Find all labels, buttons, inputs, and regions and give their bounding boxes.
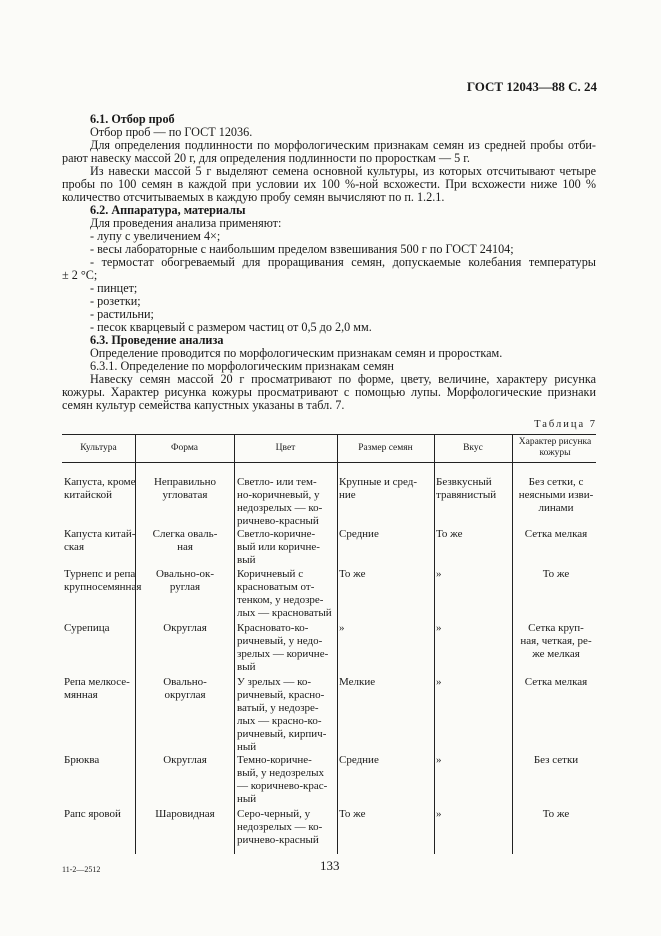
cell-line: неясными изви- — [518, 489, 594, 501]
table-cell-culture — [64, 676, 134, 702]
table-cell-size — [339, 754, 433, 767]
table-cell-culture — [64, 754, 134, 767]
footer-code: 11-2—2512 — [62, 865, 101, 874]
cell-line: То же — [542, 808, 570, 820]
cell-line: Неправильно — [153, 476, 217, 488]
section-6-3-para-l1: Навеску семян массой 20 г просматривают по форме, цвету, величине, характеру рисунка — [90, 372, 596, 386]
cell-line: ричневый, красно- — [237, 689, 325, 701]
cell-line: недозрелых — ко- — [237, 502, 323, 514]
section-6-1-para3-l2: пробы по 100 семян в каждой при условии их 100 %-ной всхожести. При всхожести ниже 100 % — [62, 177, 596, 191]
column-header-culture: Культура — [80, 443, 117, 453]
cell-line: Сетка мелкая — [524, 676, 588, 688]
section-6-1-para2-l2: рают навеску массой 20 г, для определения подлинности по проросткам — 5 г. — [62, 151, 470, 165]
cell-line: — коричнево-крас- — [237, 780, 328, 792]
table-cell-size — [339, 568, 433, 581]
table-cell-color — [237, 676, 335, 754]
cell-line: Брюква — [64, 754, 100, 766]
cell-line: ная — [177, 541, 193, 553]
cell-line: Серо-черный, у — [237, 808, 311, 820]
table-cell-form — [137, 808, 233, 821]
cell-line: ние — [339, 489, 356, 501]
cell-line: То же — [436, 528, 463, 540]
page-number: 133 — [320, 858, 340, 873]
section-6-2-title: 6.2. Аппаратура, материалы — [90, 203, 246, 217]
cell-line: » — [436, 568, 442, 580]
table-cell-pattern — [515, 568, 597, 581]
list-item: - термостат обогреваемый для проращивания семян, допускаемые колебания температуры — [90, 255, 596, 269]
cell-line: » — [436, 676, 442, 688]
table-cell-pattern — [515, 754, 597, 767]
cell-line: красноватым от- — [237, 581, 315, 593]
section-6-3-line1: Определение проводится по морфологическим признакам семян и проросткам. — [90, 346, 503, 360]
cell-line: лых — красно-ко- — [237, 715, 322, 727]
table-cell-pattern — [515, 808, 597, 821]
cell-line: руглая — [169, 581, 201, 593]
cell-line: Сурепица — [64, 622, 110, 634]
table-cell-size — [339, 528, 433, 541]
page-header: ГОСТ 12043—88 С. 24 — [466, 79, 597, 94]
cell-line: мянная — [64, 689, 98, 701]
cell-line: ватый, у недозре- — [237, 702, 319, 714]
table-cell-form — [137, 676, 233, 702]
cell-line: Шаровидная — [155, 808, 215, 820]
cell-line: линами — [538, 502, 574, 514]
section-6-1-para3-l1: Из навески массой 5 г выделяют семена основной культуры, из которых отсчитывают четыре — [90, 164, 596, 178]
cell-line: Репа мелкосе- — [64, 676, 130, 688]
cell-line: Слегка оваль- — [152, 528, 218, 540]
cell-line: Средние — [339, 528, 379, 540]
cell-line: китайской — [64, 489, 112, 501]
cell-line: Красновато-ко- — [237, 622, 309, 634]
table-cell-taste — [436, 476, 511, 502]
table-cell-color — [237, 754, 335, 806]
cell-line: вый — [237, 554, 256, 566]
cell-line: Турнепс и репа — [64, 568, 136, 580]
table-top-rule — [62, 434, 596, 435]
table-cell-size — [339, 622, 433, 635]
cell-line: ричнево-красный — [237, 515, 319, 527]
cell-line: Средние — [339, 754, 379, 766]
list-item: - лупу с увеличением 4×; — [90, 229, 221, 243]
list-item: - растильни; — [90, 307, 154, 321]
table-header-rule — [62, 462, 596, 463]
table-cell-culture — [64, 476, 134, 502]
section-6-1-title: 6.1. Отбор проб — [90, 112, 175, 126]
column-header-form: Форма — [170, 443, 199, 453]
cell-line: Рапс яровой — [64, 808, 121, 820]
column-header-color: Цвет — [275, 443, 296, 453]
table-cell-taste — [436, 568, 511, 581]
cell-line: Коричневый с — [237, 568, 304, 580]
cell-line: Темно-коричне- — [237, 754, 312, 766]
table-cell-form — [137, 754, 233, 767]
table-cell-pattern — [515, 476, 597, 515]
cell-line: но-коричневый, у — [237, 489, 320, 501]
table-cell-form — [137, 622, 233, 635]
cell-line: » — [436, 622, 442, 634]
list-item: - пинцет; — [90, 281, 138, 295]
table-cell-taste — [436, 754, 511, 767]
column-header-pattern: Характер рисунка кожуры — [518, 437, 592, 458]
table-cell-culture — [64, 808, 134, 821]
cell-line: недозрелых — ко- — [237, 821, 323, 833]
cell-line: вый или коричне- — [237, 541, 320, 553]
cell-line: вый — [237, 661, 256, 673]
cell-line: То же — [542, 568, 570, 580]
column-divider — [434, 434, 435, 854]
cell-line: ская — [64, 541, 85, 553]
cell-line: ный — [237, 741, 257, 753]
section-6-3-para-l3: семян культур семейства капустных указаны в табл. 7. — [62, 398, 345, 412]
table-cell-culture — [64, 528, 134, 554]
table-cell-taste — [436, 676, 511, 689]
table-cell-size — [339, 676, 433, 689]
cell-line: » — [436, 808, 442, 820]
cell-line: травянистый — [436, 489, 497, 501]
cell-line: Мелкие — [339, 676, 376, 688]
cell-line: То же — [339, 808, 366, 820]
cell-line: Сетка мелкая — [524, 528, 588, 540]
cell-line: Крупные и сред- — [339, 476, 418, 488]
section-6-3-line2: 6.3.1. Определение по морфологическим признакам семян — [90, 359, 394, 373]
cell-line: ная, четкая, ре- — [520, 635, 592, 647]
cell-line: » — [339, 622, 345, 634]
cell-line: тенком, у недозре- — [237, 594, 324, 606]
list-item: - розетки; — [90, 294, 141, 308]
table-cell-culture — [64, 568, 142, 594]
cell-line: Светло- или тем- — [237, 476, 317, 488]
cell-line: Капуста китай- — [64, 528, 136, 540]
cell-line: Овально- — [163, 676, 207, 688]
cell-line: же мелкая — [532, 648, 580, 660]
table-cell-color — [237, 528, 335, 567]
table-cell-form — [137, 476, 233, 502]
table-cell-pattern — [515, 676, 597, 689]
list-item: - весы лабораторные с наибольшим пределом взвешивания 500 г по ГОСТ 24104; — [90, 242, 514, 256]
section-6-1-line: Отбор проб — по ГОСТ 12036. — [90, 125, 253, 139]
cell-line: У зрелых — ко- — [237, 676, 312, 688]
cell-line: округлая — [164, 689, 206, 701]
list-item-continued: ± 2 °С; — [62, 268, 98, 282]
section-6-3-para-l2: кожуры. Характер рисунка кожуры просматривают с помощью лупы. Морфологические признаки — [62, 385, 596, 399]
table-cell-color — [237, 622, 335, 674]
column-divider — [512, 434, 513, 854]
table-caption: Таблица 7 — [534, 419, 597, 430]
table-cell-pattern — [515, 528, 597, 541]
table-cell-pattern — [515, 622, 597, 661]
table-cell-color — [237, 476, 335, 528]
cell-line: То же — [339, 568, 366, 580]
column-divider — [337, 434, 338, 854]
cell-line: Капуста, кроме — [64, 476, 136, 488]
cell-line: Светло-коричне- — [237, 528, 316, 540]
column-divider — [234, 434, 235, 854]
cell-line: крупносемянная — [64, 581, 142, 593]
cell-line: Без сетки — [533, 754, 579, 766]
table-cell-taste — [436, 528, 511, 541]
list-item: - песок кварцевый с размером частиц от 0,5 до 2,0 мм. — [90, 320, 372, 334]
cell-line: вый, у недозрелых — [237, 767, 325, 779]
cell-line: Округлая — [163, 622, 207, 634]
cell-line: Без сетки, с — [528, 476, 584, 488]
cell-line: ричнево-красный — [237, 834, 319, 846]
table-cell-culture — [64, 622, 134, 635]
table-cell-taste — [436, 808, 511, 821]
section-6-2-intro: Для проведения анализа применяют: — [90, 216, 282, 230]
cell-line: угловатая — [162, 489, 208, 501]
cell-line: ный — [237, 793, 257, 805]
cell-line: Сетка круп- — [528, 622, 584, 634]
table-cell-color — [237, 568, 335, 620]
section-6-1-para3-l3: количество отсчитываемых в каждую пробу семян вычисляют по п. 1.2.1. — [62, 190, 445, 204]
cell-line: лых — красноватый — [237, 607, 332, 619]
column-header-taste: Вкус — [463, 443, 483, 453]
section-6-1-para2-l1: Для определения подлинности по морфологическим признакам семян из средней пробы отби- — [90, 138, 596, 152]
table-cell-size — [339, 476, 433, 502]
table-cell-taste — [436, 622, 511, 635]
cell-line: ричневый, кирпич- — [237, 728, 327, 740]
column-header-size: Размер семян — [358, 443, 413, 453]
cell-line: зрелых — коричне- — [237, 648, 329, 660]
cell-line: Овально-ок- — [155, 568, 215, 580]
cell-line: Безвкусный — [436, 476, 492, 488]
table-cell-form — [137, 528, 233, 554]
table-cell-form — [137, 568, 233, 594]
cell-line: Округлая — [163, 754, 207, 766]
table-cell-color — [237, 808, 335, 847]
section-6-3-title: 6.3. Проведение анализа — [90, 333, 224, 347]
cell-line: » — [436, 754, 442, 766]
column-divider — [135, 434, 136, 854]
cell-line: ричневый, у недо- — [237, 635, 323, 647]
table-cell-size — [339, 808, 433, 821]
